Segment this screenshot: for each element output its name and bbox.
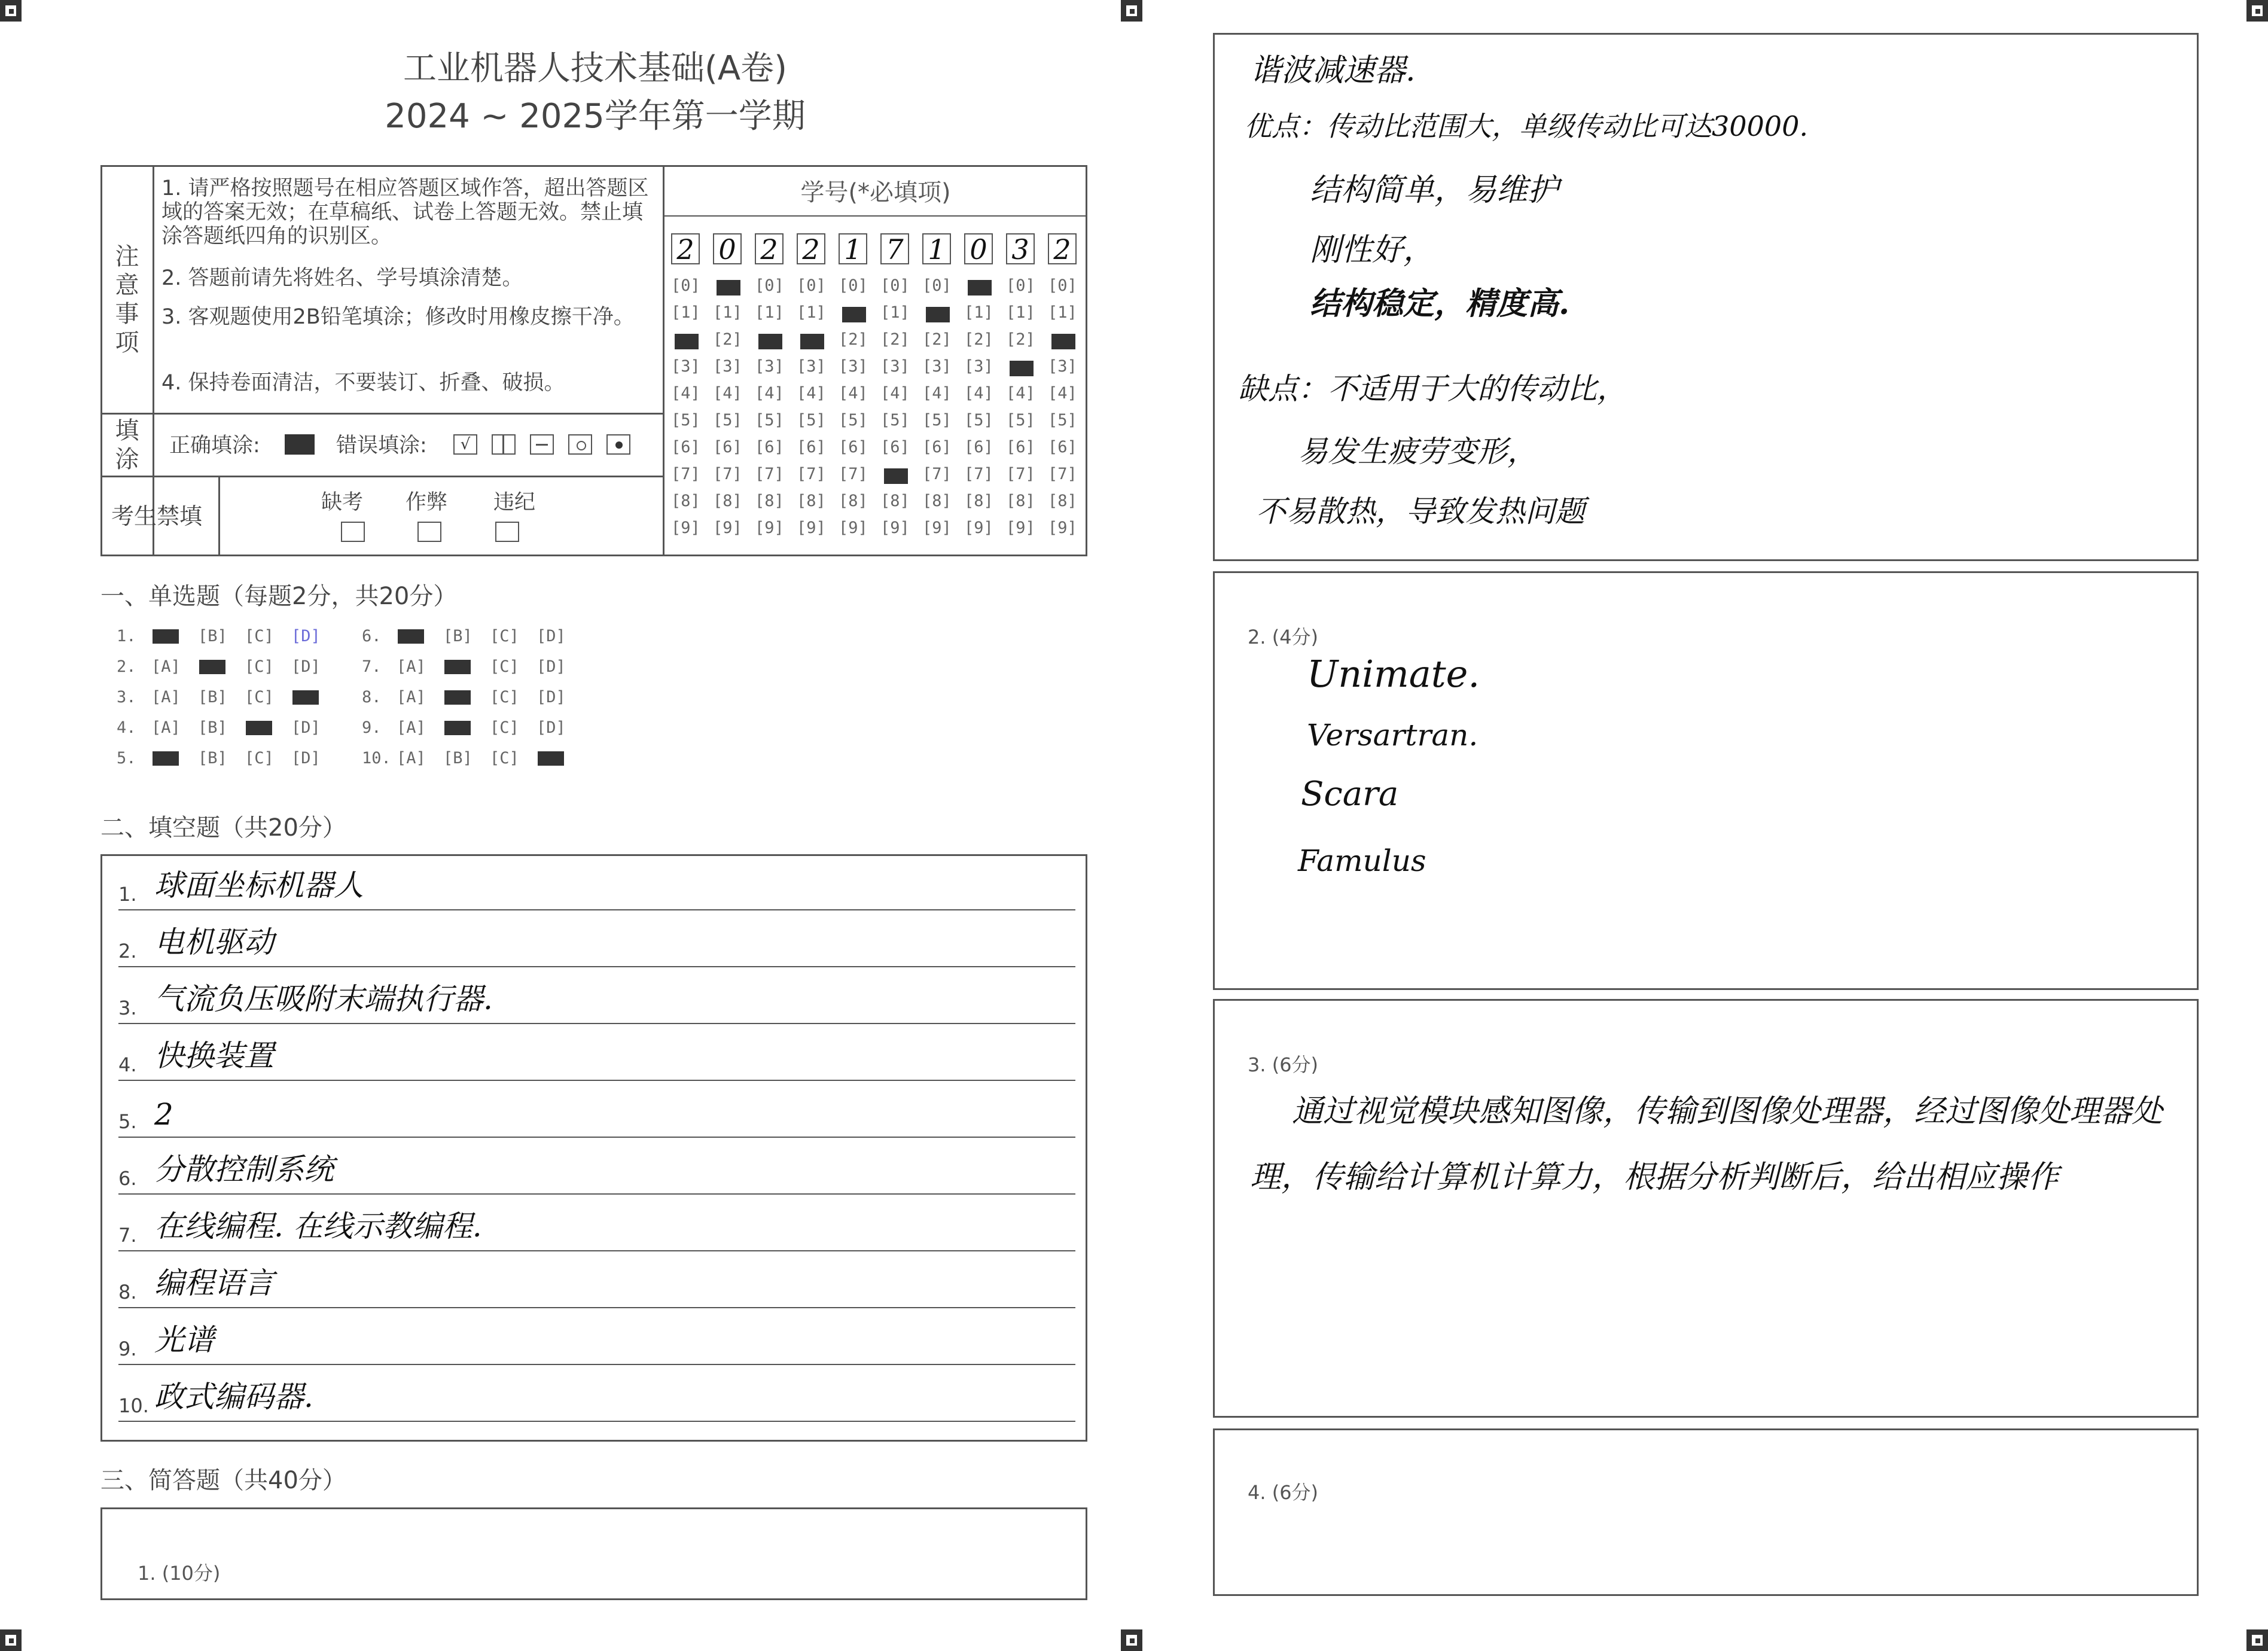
fill-blank-number: 2. [118, 940, 137, 962]
student-id-bubble[interactable]: [7] [922, 465, 952, 483]
choice-bubble-b[interactable]: [B] [443, 627, 472, 645]
choice-bubble-d[interactable]: [D] [291, 657, 321, 676]
student-id-bubble[interactable]: [3] [964, 357, 993, 376]
student-id-bubble[interactable]: [4] [797, 384, 826, 403]
student-id-bubble[interactable]: [6] [964, 438, 993, 456]
divider [663, 165, 664, 556]
fill-blank-answer: 光谱 [154, 1323, 214, 1357]
student-id-bubble[interactable]: [7] [1048, 465, 1077, 483]
student-id-bubble[interactable]: [6] [880, 438, 910, 456]
divider [100, 413, 664, 415]
student-id-bubble[interactable]: [0] [1048, 276, 1077, 295]
student-id-bubble[interactable] [1048, 330, 1077, 349]
choice-bubble-d[interactable]: [D] [291, 627, 321, 645]
student-id-bubble[interactable]: [5] [713, 411, 742, 429]
choice-bubble-d[interactable]: [D] [291, 718, 321, 737]
fill-blank-answer: 分散控制系统 [154, 1152, 334, 1187]
corner-marker-top-center [1121, 0, 1142, 22]
status-cheat-label: 作弊 [406, 491, 448, 514]
exam-title: 工业机器人技术基础(A卷) [403, 49, 787, 88]
status-cheat-checkbox[interactable] [417, 522, 441, 542]
student-id-digit: 2 [671, 233, 700, 264]
student-id-bubble[interactable]: [4] [713, 384, 742, 403]
choice-bubble-a[interactable]: [A] [151, 688, 181, 706]
student-id-bubble[interactable]: [1] [1048, 303, 1077, 322]
choice-bubble-b[interactable]: [B] [198, 718, 227, 737]
corner-marker-bottom-left [0, 1629, 22, 1651]
single-choice-question [362, 627, 583, 645]
q1-answer-line-7: 易发生疲劳变形， [1298, 434, 1537, 469]
student-id-bubble[interactable]: [6] [1006, 438, 1035, 456]
section-single-choice-title: 一、单选题（每题2分，共20分） [100, 583, 458, 610]
student-id-bubble[interactable]: [6] [797, 438, 826, 456]
choice-bubble-c[interactable]: [C] [490, 749, 519, 767]
choice-bubble-c[interactable]: [C] [490, 688, 519, 706]
short-answer-q4-box [1213, 1428, 2199, 1596]
student-id-bubble[interactable]: [4] [880, 384, 910, 403]
student-id-bubble[interactable]: [2] [922, 330, 952, 349]
corner-marker-bottom-center [1121, 1629, 1142, 1651]
notice-item-4: 4. 保持卷面清洁，不要装订、折叠、破损。 [161, 371, 565, 395]
choice-bubble-c[interactable]: [C] [490, 627, 519, 645]
corner-marker-top-right [2246, 0, 2268, 22]
q2-label: 2. (4分) [1248, 626, 1319, 648]
student-id-bubble[interactable]: [9] [1006, 519, 1035, 537]
student-id-bubble[interactable]: [7] [964, 465, 993, 483]
question-number: 4. [117, 718, 136, 737]
q3-label: 3. (6分) [1248, 1053, 1319, 1076]
student-id-bubble[interactable]: [3] [755, 357, 784, 376]
status-absent-label: 缺考 [321, 491, 364, 514]
student-id-bubble[interactable]: [8] [1048, 492, 1077, 510]
wrong-fill-dot-sample [606, 434, 630, 455]
choice-bubble-b[interactable]: [B] [443, 749, 472, 767]
notice-item-1: 1. 请严格按照题号在相应答题区域作答，超出答题区域的答案无效；在草稿纸、试卷上答题无效。禁止填涂答题纸四角的识别区。 [161, 176, 649, 248]
status-violation-label: 违纪 [493, 491, 536, 514]
choice-bubble-a[interactable]: [A] [151, 657, 181, 676]
student-id-bubble[interactable]: [3] [671, 357, 700, 376]
choice-bubble-c[interactable]: [C] [245, 657, 274, 676]
choice-bubble-d[interactable]: [D] [536, 718, 566, 737]
choice-bubble-b[interactable] [443, 688, 474, 706]
choice-bubble-b[interactable]: [B] [198, 749, 227, 767]
student-id-bubble[interactable]: [8] [1006, 492, 1035, 510]
choice-bubble-a[interactable] [151, 627, 182, 645]
student-id-bubble[interactable]: [8] [964, 492, 993, 510]
choice-bubble-a[interactable]: [A] [397, 688, 426, 706]
fill-blank-row [118, 918, 1075, 967]
student-id-bubble[interactable]: [5] [922, 411, 952, 429]
student-id-bubble[interactable]: [9] [964, 519, 993, 537]
single-choice-question [362, 688, 583, 706]
student-id-digit: 0 [964, 233, 993, 264]
choice-bubble-c[interactable]: [C] [490, 718, 519, 737]
choice-bubble-a[interactable]: [A] [151, 718, 181, 737]
choice-bubble-b[interactable] [443, 718, 474, 737]
fill-blank-number: 8. [118, 1281, 137, 1303]
choice-bubble-d[interactable] [536, 749, 568, 767]
fill-blank-row [118, 1089, 1075, 1138]
student-id-bubble[interactable]: [1] [1006, 303, 1035, 322]
student-id-bubble[interactable]: [0] [839, 276, 868, 295]
student-id-bubble[interactable]: [7] [1006, 465, 1035, 483]
choice-bubble-c[interactable] [245, 718, 276, 737]
student-id-bubble[interactable]: [1] [797, 303, 826, 322]
student-id-bubble[interactable]: [6] [755, 438, 784, 456]
fill-blank-answer: 政式编码器. [154, 1379, 313, 1414]
fill-guide-label: 填涂 [115, 417, 139, 473]
choice-bubble-c[interactable]: [C] [245, 688, 274, 706]
student-id-bubble[interactable]: [8] [713, 492, 742, 510]
student-id-bubble[interactable]: [7] [797, 465, 826, 483]
q1-answer-line-8: 不易散热，导致发热问题 [1256, 494, 1585, 529]
student-id-bubble[interactable]: [8] [880, 492, 910, 510]
fill-blank-number: 6. [118, 1167, 137, 1190]
student-id-digit: 2 [797, 233, 825, 264]
choice-bubble-d[interactable]: [D] [536, 688, 566, 706]
student-id-bubble[interactable] [839, 303, 868, 322]
student-id-bubble[interactable]: [0] [797, 276, 826, 295]
choice-bubble-a[interactable]: [A] [397, 657, 426, 676]
student-id-bubble[interactable]: [6] [713, 438, 742, 456]
fill-blank-row [118, 975, 1075, 1024]
student-id-bubble[interactable]: [5] [671, 411, 700, 429]
fill-blank-answer: 电机驱动 [154, 925, 274, 959]
student-id-bubble[interactable]: [3] [880, 357, 910, 376]
student-id-bubble[interactable] [713, 276, 742, 295]
student-id-bubble[interactable]: [6] [839, 438, 868, 456]
student-id-bubble[interactable]: [8] [755, 492, 784, 510]
question-number: 10. [362, 749, 391, 767]
notice-item-2: 2. 答题前请先将姓名、学号填涂清楚。 [161, 266, 523, 290]
wrong-fill-check-sample: √ [453, 434, 477, 455]
student-id-bubble[interactable]: [9] [880, 519, 910, 537]
question-number: 8. [362, 688, 382, 706]
q4-label: 4. (6分) [1248, 1481, 1319, 1504]
student-id-bubble[interactable]: [2] [713, 330, 742, 349]
choice-bubble-c[interactable]: [C] [245, 627, 274, 645]
notice-item-3: 3. 客观题使用2B铅笔填涂；修改时用橡皮擦干净。 [161, 305, 635, 329]
student-id-bubble[interactable] [1006, 357, 1035, 376]
student-id-bubble[interactable]: [0] [1006, 276, 1035, 295]
fill-blank-row [118, 1259, 1075, 1308]
student-id-bubble[interactable]: [7] [839, 465, 868, 483]
fill-blank-answer: 在线编程. 在线示教编程. [154, 1209, 482, 1244]
short-answer-q3-box [1213, 999, 2199, 1418]
exam-status-label: 考生禁填 [111, 503, 203, 529]
student-id-bubble[interactable] [922, 303, 952, 322]
student-id-bubble[interactable] [797, 330, 826, 349]
q1-answer-line-3: 结构简单，易维护 [1310, 172, 1559, 208]
student-id-bubble[interactable]: [0] [922, 276, 952, 295]
student-id-bubble[interactable]: [3] [1048, 357, 1077, 376]
exam-term: 2024 ~ 2025学年第一学期 [385, 97, 806, 136]
student-id-bubble[interactable]: [0] [671, 276, 700, 295]
q1-answer-line-2: 优点：传动比范围大，单级传动比可达30000. [1244, 110, 1808, 142]
student-id-digit: 1 [922, 233, 951, 264]
student-id-bubble[interactable]: [6] [671, 438, 700, 456]
question-number: 5. [117, 749, 136, 767]
choice-bubble-b[interactable] [443, 657, 474, 676]
student-id-bubble[interactable]: [2] [1006, 330, 1035, 349]
student-id-bubble[interactable]: [5] [839, 411, 868, 429]
wrong-fill-partial-sample [492, 434, 516, 455]
fill-blank-number: 5. [118, 1110, 137, 1133]
student-id-digit: 2 [1048, 233, 1077, 264]
q2-answer-line-3: Scara [1301, 775, 1399, 814]
q2-answer-line-2: Versartran. [1307, 718, 1479, 753]
divider [664, 215, 1087, 217]
student-id-bubble[interactable]: [0] [880, 276, 910, 295]
student-id-bubble[interactable]: [3] [713, 357, 742, 376]
student-id-bubble[interactable]: [1] [713, 303, 742, 322]
student-id-bubble[interactable] [964, 276, 993, 295]
single-choice-question [117, 688, 338, 706]
student-id-bubble[interactable]: [5] [1006, 411, 1035, 429]
fill-blank-number: 4. [118, 1053, 137, 1076]
divider [153, 165, 154, 556]
notice-label: 注意事项 [115, 243, 139, 357]
student-id-bubble[interactable]: [5] [880, 411, 910, 429]
student-id-bubble[interactable] [880, 465, 910, 483]
student-id-bubble[interactable]: [1] [964, 303, 993, 322]
choice-bubble-a[interactable]: [A] [397, 718, 426, 737]
fill-blank-row [118, 1373, 1075, 1422]
question-number: 7. [362, 657, 382, 676]
choice-bubble-c[interactable]: [C] [490, 657, 519, 676]
fill-blank-number: 7. [118, 1224, 137, 1247]
choice-bubble-a[interactable] [151, 749, 182, 767]
student-id-bubble[interactable]: [2] [880, 330, 910, 349]
question-number: 6. [362, 627, 382, 645]
choice-bubble-d[interactable]: [D] [536, 657, 566, 676]
section-fill-blank-title: 二、填空题（共20分） [100, 814, 346, 842]
student-id-bubble[interactable]: [5] [964, 411, 993, 429]
status-violation-checkbox[interactable] [495, 522, 519, 542]
fill-blank-row [118, 1202, 1075, 1251]
student-id-bubble[interactable]: [4] [1006, 384, 1035, 403]
correct-fill-sample [285, 434, 315, 455]
student-id-label: 学号(*必填项) [800, 179, 951, 206]
question-number: 9. [362, 718, 382, 737]
student-id-digit: 2 [755, 233, 784, 264]
choice-bubble-b[interactable]: [B] [198, 688, 227, 706]
student-id-bubble[interactable]: [8] [922, 492, 952, 510]
fill-blank-answer: 编程语言 [154, 1266, 274, 1300]
choice-bubble-a[interactable] [397, 627, 428, 645]
fill-blank-answer: 球面坐标机器人 [154, 868, 364, 903]
fill-blank-answer: 气流负压吸附末端执行器. [154, 982, 493, 1016]
student-id-bubble[interactable]: [7] [713, 465, 742, 483]
status-absent-checkbox[interactable] [341, 522, 365, 542]
fill-blank-number: 1. [118, 883, 137, 906]
fill-blank-row [118, 861, 1075, 910]
student-id-bubble[interactable]: [6] [1048, 438, 1077, 456]
student-id-bubble[interactable]: [9] [755, 519, 784, 537]
choice-bubble-c[interactable]: [C] [245, 749, 274, 767]
student-id-bubble[interactable]: [9] [922, 519, 952, 537]
student-id-bubble[interactable]: [1] [671, 303, 700, 322]
student-id-bubble[interactable]: [4] [1048, 384, 1077, 403]
fill-blank-answer: 2 [154, 1097, 173, 1132]
divider [218, 476, 220, 556]
single-choice-question [362, 657, 583, 676]
q1-answer-line-5: 结构稳定，精度高. [1310, 285, 1570, 322]
q2-answer-line-1: Unimate. [1307, 652, 1480, 696]
fill-blank-row [118, 1032, 1075, 1081]
student-id-bubble[interactable]: [5] [1048, 411, 1077, 429]
question-number: 3. [117, 688, 136, 706]
student-id-bubble[interactable]: [7] [755, 465, 784, 483]
fill-blank-number: 3. [118, 997, 137, 1019]
student-id-bubble[interactable]: [2] [839, 330, 868, 349]
student-id-digit: 1 [839, 233, 867, 264]
divider [100, 476, 664, 477]
student-id-bubble[interactable]: [9] [1048, 519, 1077, 537]
student-id-bubble[interactable]: [1] [755, 303, 784, 322]
q3-answer-line-2: 理，传输给计算机计算力，根据分析判断后，给出相应操作 [1250, 1159, 2059, 1195]
student-id-bubble[interactable]: [6] [922, 438, 952, 456]
student-id-bubble[interactable]: [4] [839, 384, 868, 403]
choice-bubble-b[interactable]: [B] [198, 627, 227, 645]
q1-answer-line-6: 缺点：不适用于大的传动比， [1238, 371, 1627, 406]
student-id-bubble[interactable]: [4] [964, 384, 993, 403]
single-choice-question [362, 718, 583, 737]
single-choice-question [362, 749, 583, 767]
wrong-fill-label: 错误填涂: [336, 434, 427, 458]
student-id-bubble[interactable]: [5] [797, 411, 826, 429]
choice-bubble-d[interactable]: [D] [291, 749, 321, 767]
student-id-bubble[interactable]: [3] [839, 357, 868, 376]
q1-label: 1. (10分) [138, 1562, 221, 1585]
wrong-fill-circle-sample [568, 434, 592, 455]
student-id-digit: 3 [1006, 233, 1035, 264]
section-short-answer-title: 三、简答题（共40分） [100, 1467, 346, 1494]
student-id-bubble[interactable]: [3] [797, 357, 826, 376]
choice-bubble-b[interactable] [198, 657, 229, 676]
q1-answer-line-4: 刚性好， [1310, 232, 1435, 268]
student-id-bubble[interactable] [755, 330, 784, 349]
fill-blank-number: 9. [118, 1338, 137, 1360]
q1-answer-line-1: 谐波减速器. [1250, 53, 1416, 89]
single-choice-question [117, 657, 338, 676]
student-id-bubble[interactable]: [5] [755, 411, 784, 429]
single-choice-question [117, 718, 338, 737]
q3-answer-line-1: 通过视觉模块感知图像，传输到图像处理器，经过图像处理器处 [1292, 1093, 2163, 1129]
student-id-bubble[interactable]: [8] [671, 492, 700, 510]
q2-answer-line-4: Famulus [1298, 843, 1426, 878]
single-choice-question [117, 749, 338, 767]
student-id-digit: 7 [880, 233, 909, 264]
student-id-bubble[interactable]: [9] [713, 519, 742, 537]
student-id-digit: 0 [713, 233, 742, 264]
student-id-bubble[interactable]: [4] [755, 384, 784, 403]
student-id-bubble[interactable]: [0] [755, 276, 784, 295]
question-number: 1. [117, 627, 136, 645]
choice-bubble-d[interactable] [291, 688, 322, 706]
student-id-bubble[interactable]: [9] [797, 519, 826, 537]
student-id-bubble[interactable]: [9] [671, 519, 700, 537]
student-id-bubble[interactable]: [9] [839, 519, 868, 537]
student-id-bubble[interactable]: [4] [922, 384, 952, 403]
student-id-bubble[interactable]: [2] [964, 330, 993, 349]
short-answer-q1-box-start [100, 1507, 1087, 1600]
student-id-bubble[interactable]: [8] [797, 492, 826, 510]
fill-blank-row [118, 1146, 1075, 1195]
student-id-bubble[interactable]: [3] [922, 357, 952, 376]
single-choice-question [117, 627, 338, 645]
choice-bubble-d[interactable]: [D] [536, 627, 566, 645]
student-id-bubble[interactable]: [4] [671, 384, 700, 403]
student-id-bubble[interactable] [671, 330, 700, 349]
wrong-fill-dash-sample [530, 434, 554, 455]
corner-marker-bottom-right [2246, 1629, 2268, 1651]
student-id-bubble[interactable]: [1] [880, 303, 910, 322]
choice-bubble-a[interactable]: [A] [397, 749, 426, 767]
student-id-bubble[interactable]: [7] [671, 465, 700, 483]
fill-blank-answer: 快换装置 [154, 1038, 274, 1073]
student-id-bubble[interactable]: [8] [839, 492, 868, 510]
corner-marker-top-left [0, 0, 22, 22]
question-number: 2. [117, 657, 136, 676]
fill-blank-number: 10. [118, 1394, 149, 1417]
fill-blank-row [118, 1316, 1075, 1365]
correct-fill-label: 正确填涂: [169, 434, 260, 458]
